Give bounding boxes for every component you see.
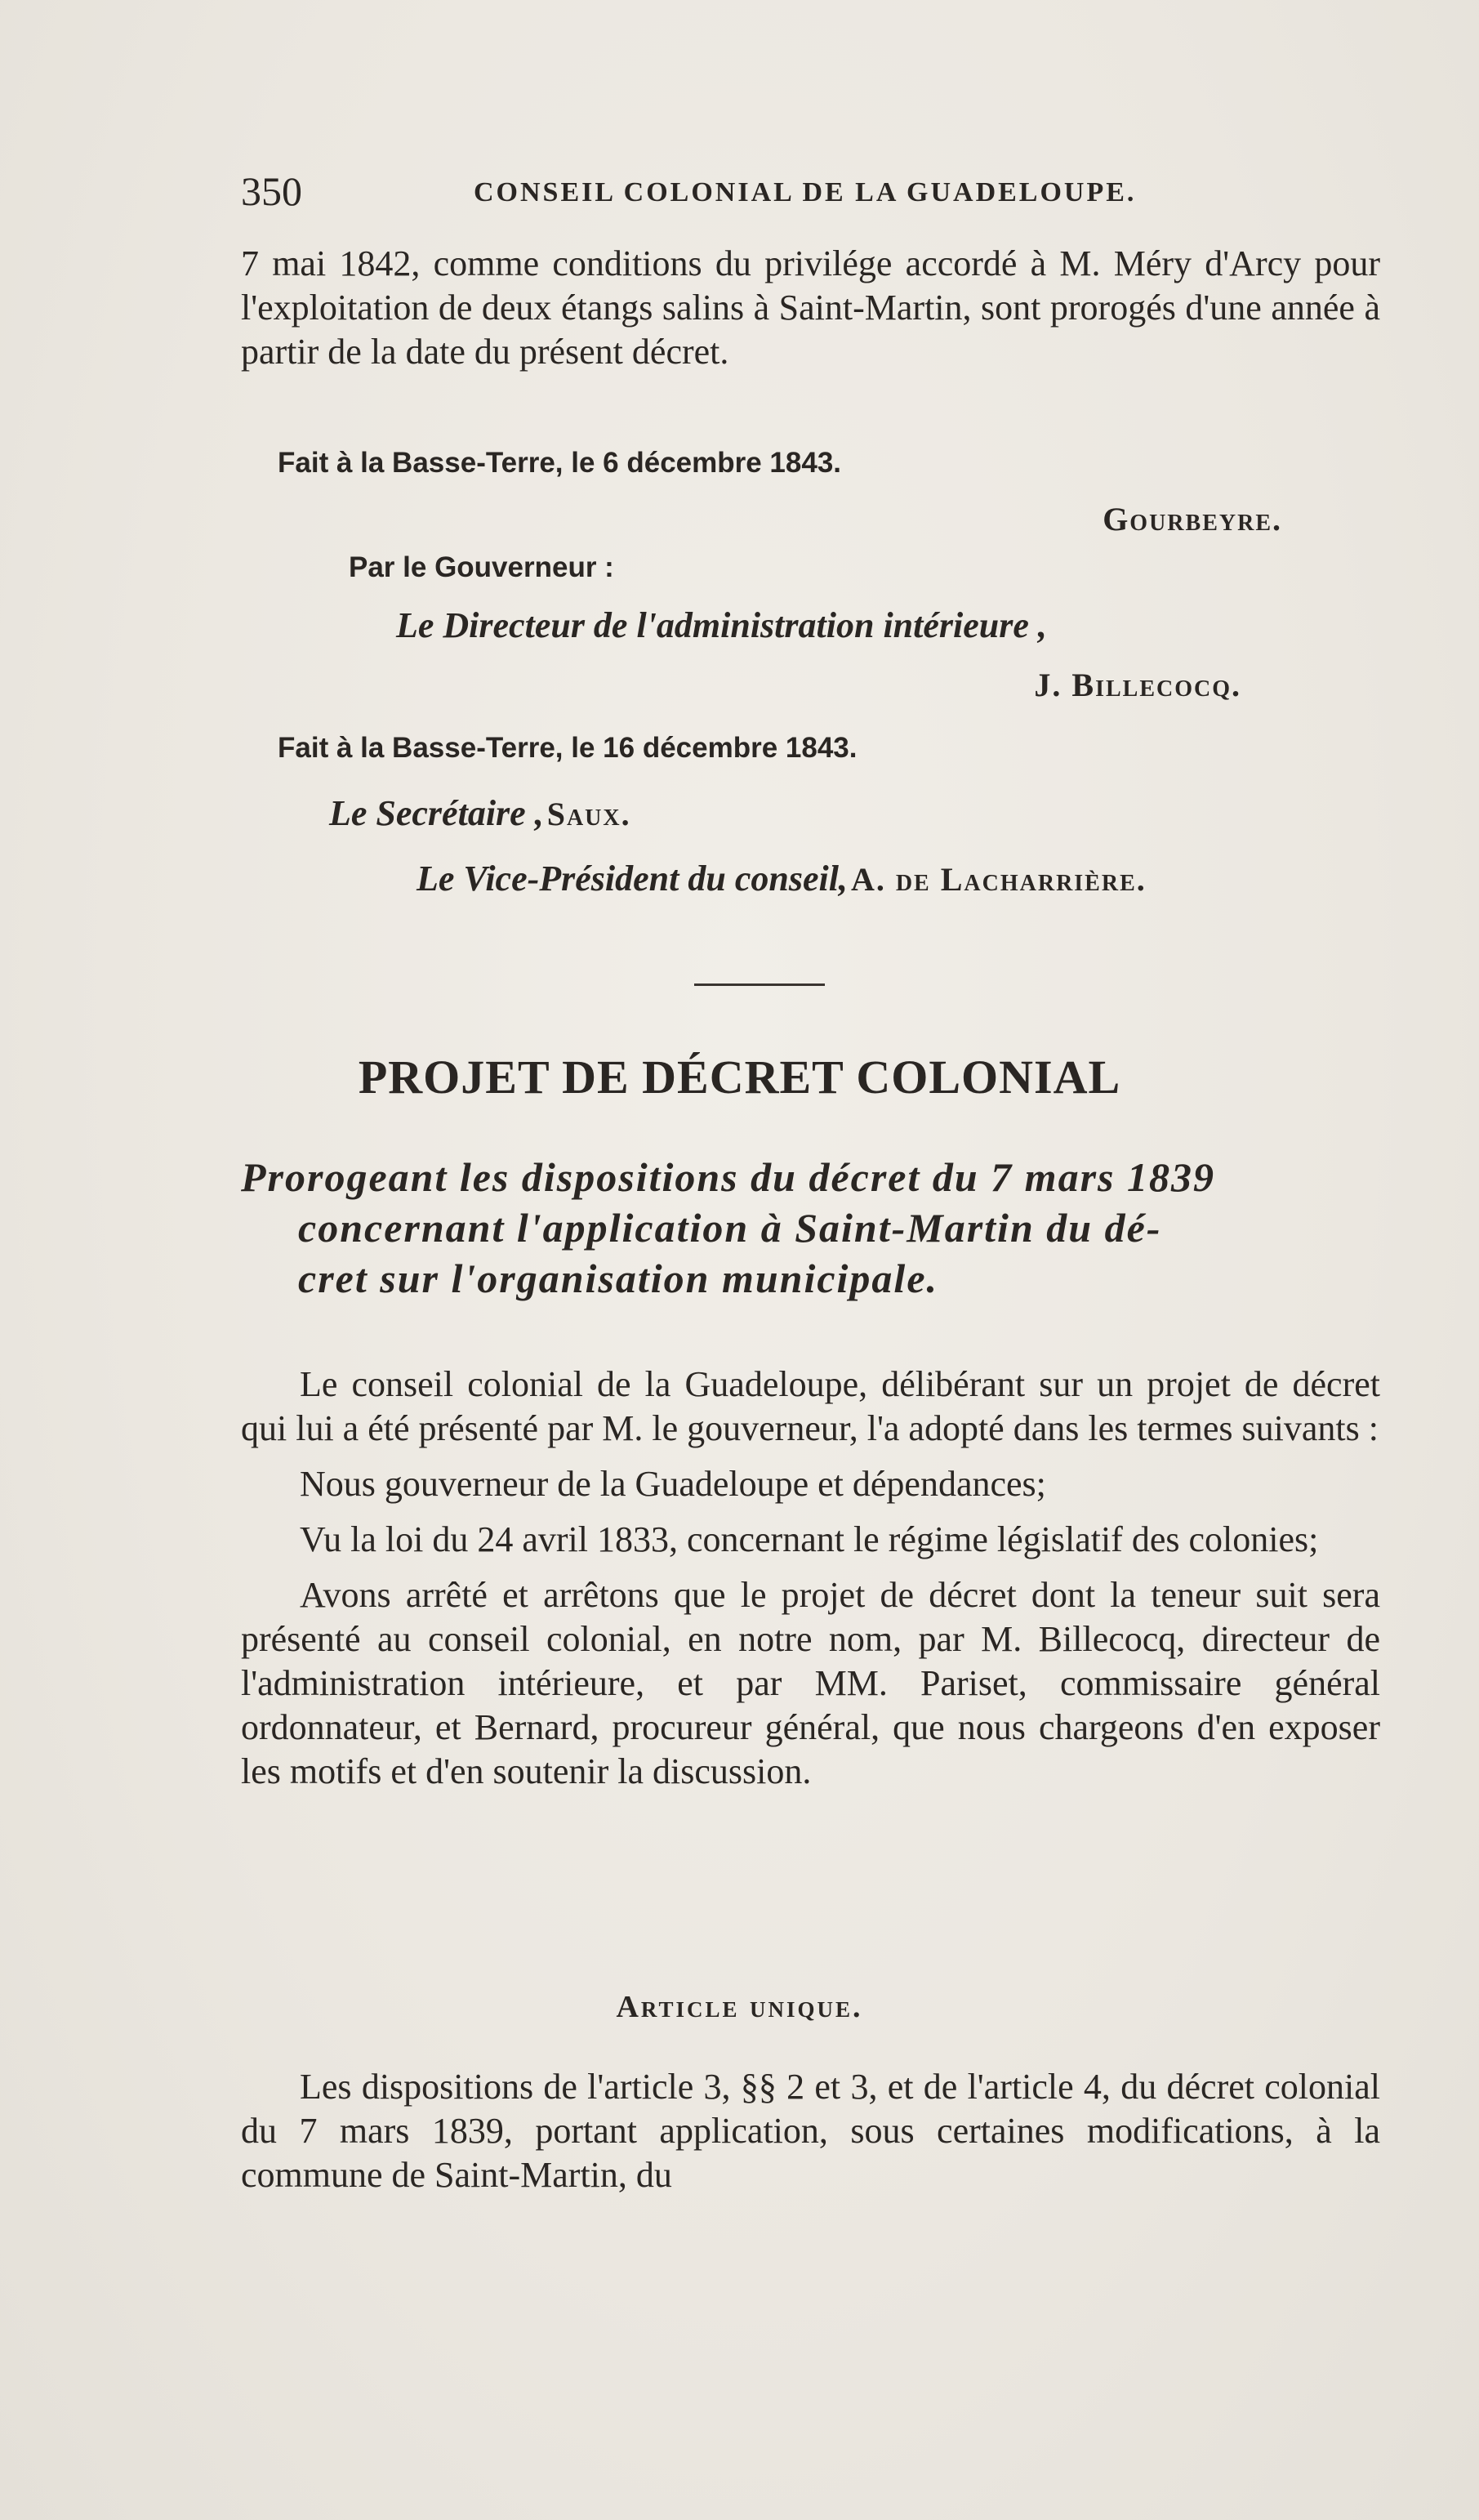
secretary-signature: Saux. [546,796,631,832]
subtitle-line-2: concernant l'application à Saint-Martin du dé- [298,1205,1162,1251]
article-text: Les dispositions de l'article 3, §§ 2 et 3, et de l'article 4, du décret colonial du 7 mars 1839, portant application, sous certaines modifications, à la commune de Saint-Martin, du [241,2067,1380,2195]
section-divider [694,983,825,986]
page-number: 350 [241,168,302,214]
opening-paragraph-block [241,242,1380,374]
vice-president-title: Le Vice-Président du conseil, [417,859,848,899]
opening-paragraph: 7 mai 1842, comme conditions du privilége accordé à M. Méry d'Arcy pour l'exploitation de deux étangs salins à Saint-Martin, sont prorogés d'une année à partir de la date du présent décret. [241,243,1380,372]
decree-subtitle [241,1152,1380,1304]
place-date-first: Fait à la Basse-Terre, le 6 décembre 1843. [278,447,842,479]
decree-title: PROJET DE DÉCRET COLONIAL [358,1050,1121,1104]
body-paragraph-2: Nous gouverneur de la Guadeloupe et dépendances; [300,1464,1046,1504]
article-block [241,2065,1380,2197]
body-paragraph-4: Avons arrêté et arrêtons que le projet de décret dont la teneur suit sera présenté au conseil colonial, en notre nom, par M. Billecocq, directeur de l'administration intérieure, et par MM. Pariset, commissaire général ordonnateur, et Bernard, procureur général, que nous chargeons d'en exposer les motifs et d'en soutenir la discussion. [241,1575,1380,1791]
running-head: CONSEIL COLONIAL DE LA GUADELOUPE. [474,177,1137,207]
body-paragraph-3: Vu la loi du 24 avril 1833, concernant le régime législatif des colonies; [300,1519,1319,1559]
secretary-line [329,792,631,834]
body-text [241,1363,1380,1794]
governor-signature: Gourbeyre. [1103,501,1282,537]
by-order-label: Par le Gouverneur : [349,551,614,583]
subtitle-line-3: cret sur l'organisation municipale. [298,1256,939,1301]
director-title: Le Directeur de l'administration intérieure , [396,605,1047,645]
place-date-second: Fait à la Basse-Terre, le 16 décembre 1843. [278,732,858,764]
subtitle-line-1: Prorogeant les dispositions du décret du 7 mars 1839 [241,1154,1215,1200]
secretary-title: Le Secrétaire , [329,793,544,833]
article-heading: Article unique. [616,1990,863,2024]
body-paragraph-1: Le conseil colonial de la Guadeloupe, délibérant sur un projet de décret qui lui a été présenté par M. le gouverneur, l'a adopté dans les termes suivants : [241,1364,1380,1448]
director-signature: J. Billecocq. [1034,667,1241,703]
page-header [241,167,1380,216]
vice-president-line [417,858,1147,899]
vice-president-signature: A. de Lacharrière. [850,861,1147,898]
